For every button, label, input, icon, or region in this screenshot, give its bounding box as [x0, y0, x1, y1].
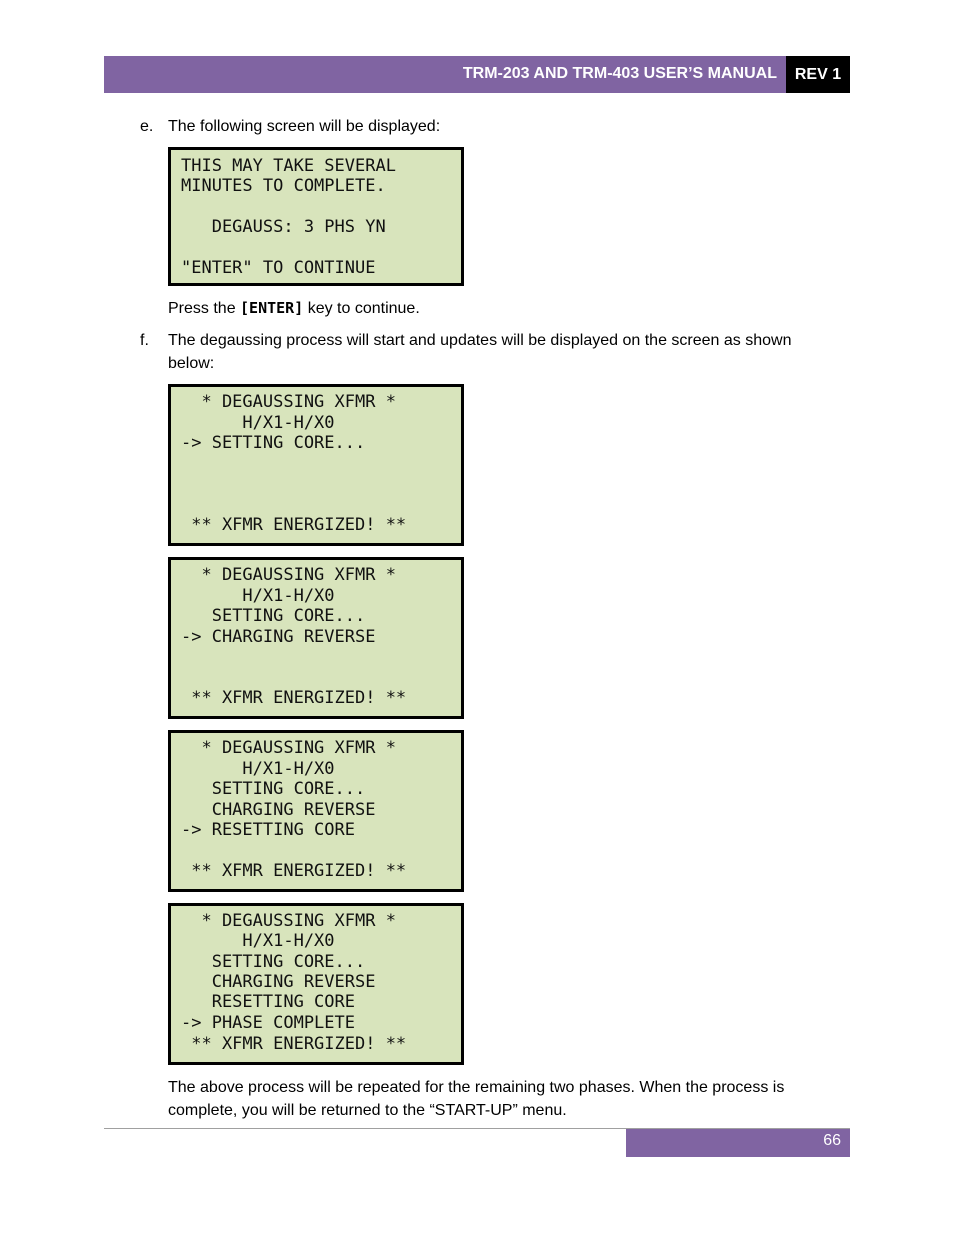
lcd-line: H/X1-H/X0: [181, 585, 335, 606]
lcd-line: "ENTER" TO CONTINUE: [181, 257, 376, 278]
manual-title: TRM-203 AND TRM-403 USER’S MANUAL: [462, 65, 777, 82]
lcd-line: CHARGING REVERSE: [181, 971, 376, 992]
lcd-line: MINUTES TO COMPLETE.: [181, 176, 386, 197]
enter-key-label: [ENTER]: [240, 299, 304, 317]
closing-text-line2: complete, you will be returned to the “START-UP” menu.: [168, 1102, 567, 1119]
lcd-line: DEGAUSS: 3 PHS YN: [181, 216, 386, 237]
press-prefix: Press the: [168, 300, 241, 317]
lcd-line: -> RESETTING CORE: [181, 820, 355, 840]
lcd-screen-confirm: [168, 147, 464, 286]
lcd-line: -> SETTING CORE...: [181, 433, 366, 453]
lcd-line: ** XFMR ENERGIZED! **: [181, 1034, 407, 1054]
lcd-line: SETTING CORE...: [181, 606, 366, 626]
press-enter-instruction: [168, 297, 420, 320]
lcd-line: ** XFMR ENERGIZED! **: [181, 861, 407, 881]
lcd-line: THIS MAY TAKE SEVERAL: [181, 156, 396, 176]
lcd-screen-phase-complete: [168, 903, 464, 1065]
lcd-line: ** XFMR ENERGIZED! **: [181, 688, 407, 708]
lcd-line: SETTING CORE...: [181, 779, 366, 799]
lcd-line: * DEGAUSSING XFMR *: [181, 392, 396, 412]
press-suffix: key to continue.: [303, 300, 420, 317]
page-number: 66: [823, 1132, 841, 1149]
lcd-line: -> PHASE COMPLETE: [181, 1012, 355, 1033]
lcd-screen-setting-core: [168, 384, 464, 546]
lcd-line: H/X1-H/X0: [181, 412, 335, 433]
lcd-line: * DEGAUSSING XFMR *: [181, 911, 396, 931]
lcd-line: H/X1-H/X0: [181, 758, 335, 779]
lcd-line: ** XFMR ENERGIZED! **: [181, 515, 407, 535]
lcd-line: * DEGAUSSING XFMR *: [181, 738, 396, 758]
footer-bar: [626, 1129, 850, 1157]
lcd-line: SETTING CORE...: [181, 951, 366, 972]
step-f-marker: f.: [140, 332, 149, 349]
revision-badge: REV 1: [786, 56, 850, 93]
closing-text-line1: The above process will be repeated for the remaining two phases. When the process is: [168, 1079, 785, 1096]
lcd-line: CHARGING REVERSE: [181, 799, 376, 820]
lcd-screen-charging-reverse: [168, 557, 464, 719]
step-f-text-line2: below:: [168, 355, 215, 372]
lcd-line: -> CHARGING REVERSE: [181, 626, 376, 647]
step-e-marker: e.: [140, 118, 154, 135]
lcd-line: H/X1-H/X0: [181, 931, 335, 952]
lcd-screen-resetting-core: [168, 730, 464, 892]
step-f-text-line1: The degaussing process will start and updates will be displayed on the screen as shown: [168, 332, 792, 349]
step-e-text: The following screen will be displayed:: [168, 118, 441, 135]
lcd-line: * DEGAUSSING XFMR *: [181, 565, 396, 585]
lcd-line: RESETTING CORE: [181, 992, 355, 1013]
header-bar: [104, 56, 786, 93]
